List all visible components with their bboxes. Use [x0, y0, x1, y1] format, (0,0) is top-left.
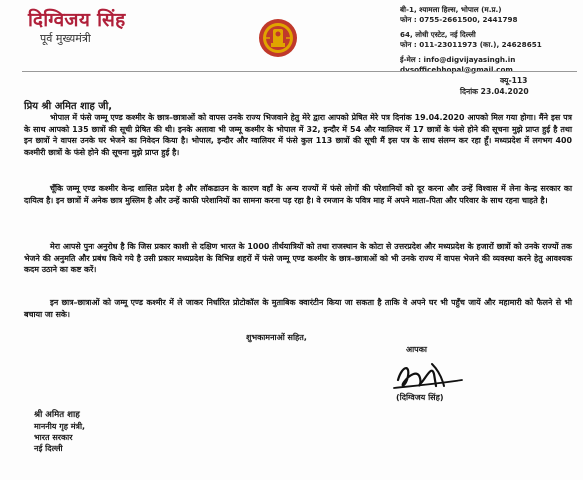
- paragraph: चूँकि जम्मू एण्ड कश्मीर केन्द्र शासित प्रदेश है और लॉकडाउन के कारण वहाँ के अन्य राज्यों में फंसे लोगों की परेशानियों को दूर करना और उन्हें विश्वास में लेना केन्द्र सरकार का दायित्व है। इन छात्रों में अनेक छात्र मुस्लिम है और उन्हें काफी परेशानियों का सामना करना पड़ रहा है। वे रमजान के पवित्र माह में अपने माता–पिता और परिवार के साथ रहना चाहते है।: [24, 184, 572, 205]
- letterhead-name: दिग्विजय सिंह: [28, 9, 126, 31]
- paragraph: मेरा आपसे पुनः अनुरोध है कि जिस प्रकार काशी से दक्षिण भारत के 1000 तीर्थयात्रियों को तथा राजस्थान के कोटा से उत्तरप्रदेश और मध्यप्रदेश के हजारों छात्रों को उनके राज्यों तक भेजने की अनुमति और प्रबंध किये गये है उसी प्रकार मध्यप्रदेश के विभिन्न शहरों में फंसे जम्मू एण्ड कश्मीर के छात्र–छात्राओं को भी उनके राज्य में वापस भेजने की व्यवस्था करने हेतु आवश्यक कदम उठाने का कष्ट करें।: [24, 242, 572, 275]
- signatory-name: (दिग्विजय सिंह): [396, 393, 444, 402]
- letterhead-address: [400, 5, 580, 75]
- closing-line: शुभकामनाओं सहित,: [246, 333, 307, 342]
- address-line: फोन : 0755-2661500, 2441798: [400, 15, 518, 25]
- party-emblem-icon: [258, 18, 298, 58]
- handwritten-signature: [392, 356, 466, 394]
- recipient-block: [34, 410, 85, 454]
- letterhead-designation: पूर्व मुख्यमंत्री: [40, 32, 91, 45]
- salutation: प्रिय श्री अमित शाह जी,: [24, 101, 113, 112]
- letter-date: दिनांक 23.04.2020: [460, 87, 529, 96]
- yours-line: आपका: [406, 345, 427, 354]
- paragraph: इन छात्र–छात्राओं को जम्मू एण्ड कश्मीर में ले जाकर निर्धारित प्रोटोकॉल के मुताबिक क्वारंटीन किया जा सकता है ताकि वे अपने घर भी पहुँच जायें और महामारी को फैलने से भी बचाया जा सके।: [24, 298, 572, 319]
- address-line: 64, लोधी एस्टेट, नई दिल्ली: [400, 29, 476, 39]
- reference-number: क्यू-113: [500, 76, 528, 85]
- recipient-city: नई दिल्ली: [34, 444, 63, 453]
- address-line: ई-मेल : info@digvijayasingh.in: [400, 54, 516, 64]
- address-line: बी-1, श्यामला हिल्स, भोपाल (म.प्र.): [400, 5, 502, 14]
- address-line: dvsofficebhopal@gmail.com: [400, 65, 513, 75]
- recipient-name: श्री अमित शाह: [34, 410, 80, 420]
- recipient-title: माननीय गृह मंत्री,: [34, 422, 86, 431]
- header-divider: [22, 71, 577, 72]
- address-line: फोन : 011-23011973 (का.), 24628651: [400, 40, 542, 50]
- paragraph: भोपाल में फंसे जम्मू एण्ड कश्मीर के छात्र–छात्राओं को वापस उनके राज्य भिजवाने हेतु मेरे द्वारा आपको प्रेषित मेरे पत्र दिनांक 19.04.2020 आपको मिल गया होगा। मैंने इस पत्र के साथ आपको 135 छात्रों की सूची प्रेषित की थी। इनके अलावा भी जम्मू कश्मीर के भोपाल में 32, इन्दौर में 54 और ग्वालियर में 17 छात्रों के फंसे होने की सूचना मुझे प्राप्त हुई है तथा इन छात्रों ने वापस उनके घर भेजने का निवेदन किया है। भोपाल, इन्दौर और ग्वालियर में फंसे कुल 113 छात्रों की सूची मैं इस पत्र के साथ संलग्न कर रहा हूँ। मध्यप्रदेश में लगभग 400 कश्मीरी छात्रों के फंसे होने की सूचना मुझे प्राप्त हुई है।: [24, 113, 572, 157]
- recipient-org: भारत सरकार: [34, 433, 73, 442]
